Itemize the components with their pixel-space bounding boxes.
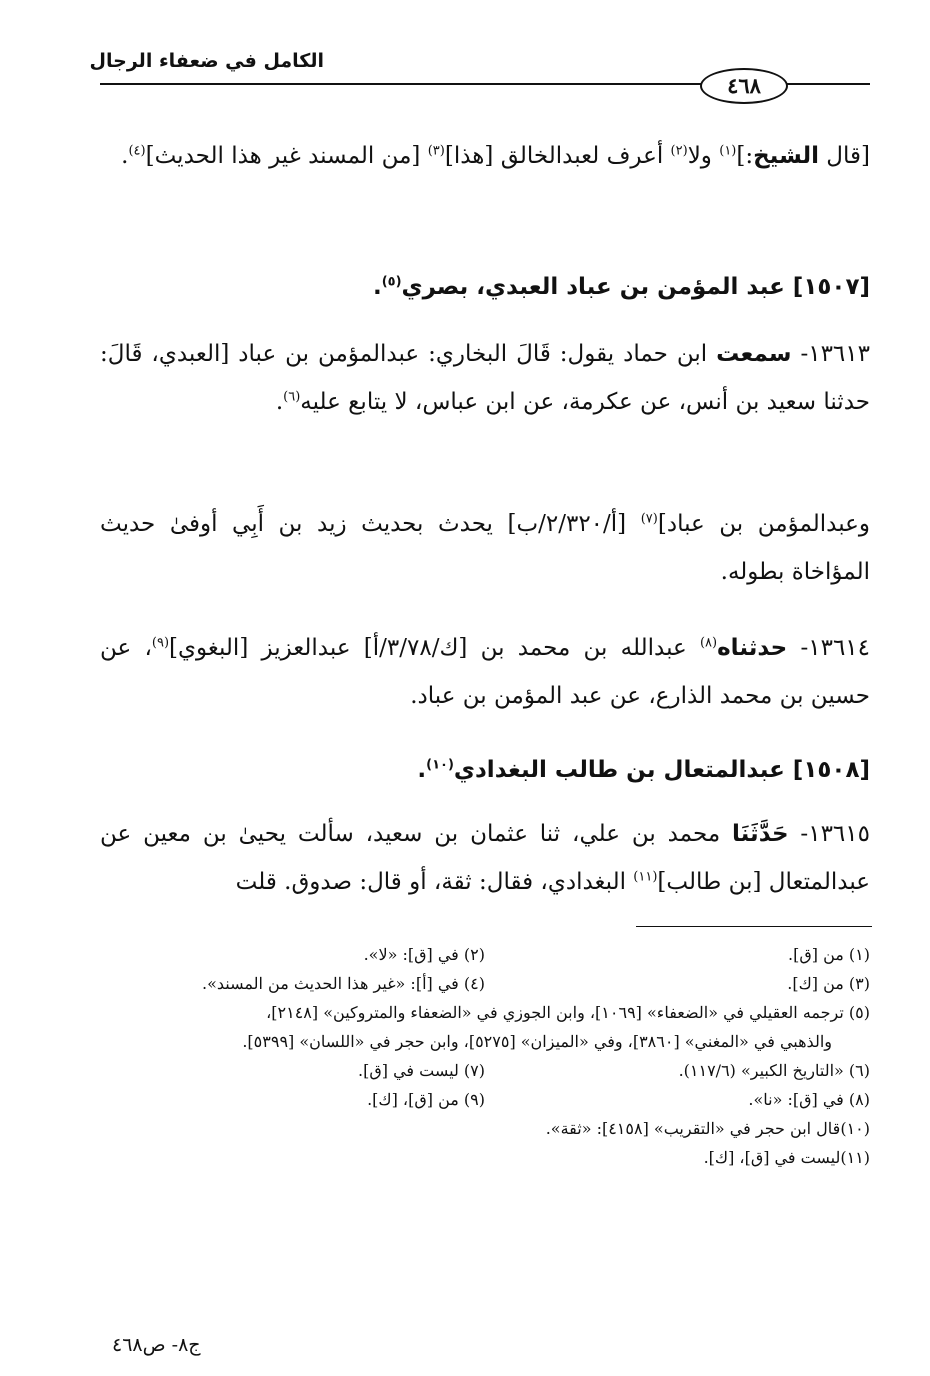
volume-page-reference: ج٨- ص٤٦٨ — [112, 1334, 201, 1356]
page-number: ٤٦٨ — [700, 68, 788, 104]
running-header-title: الكامل في ضعفاء الرجال — [89, 50, 324, 72]
footnote-marker: (٤) — [128, 143, 146, 159]
text-run: . — [417, 757, 427, 783]
footnote-marker: (٣) — [427, 143, 445, 159]
text-run: عبدالله بن محمد بن [ك/٣/٧٨/أ] عبدالعزيز [البغوي] — [169, 635, 700, 661]
footnote-9: (٩) من [ق]، [ك]. — [367, 1090, 485, 1109]
text-run: أعرف لعبدالخالق [هذا] — [444, 143, 671, 169]
text-run: وعبدالمؤمن بن عباد] — [657, 511, 870, 537]
footnote-marker: (١) — [719, 143, 737, 159]
text-run: ١٣٦١٤- — [787, 635, 871, 661]
text-run: . — [275, 389, 284, 415]
paragraph — [100, 132, 870, 180]
text-run: ١٣٦١٣- — [791, 341, 870, 367]
footnote-marker: (٧) — [640, 511, 658, 527]
text-run: ابن حماد يقول: قَالَ البخاري: عبدالمؤمن بن عباد [العبدي، قَالَ: حدثنا سعيد بن أنس، عن عكرمة، عن ابن عباس، لا يتابع عليه — [100, 341, 870, 415]
bold-keyword: حَدَّثَنَا — [732, 821, 789, 847]
text-run: [أ/٢/٣٢٠/ب] يحدث بحديث زيد بن أَبِي أوفىٰ حديث المؤاخاة بطوله. — [100, 511, 870, 585]
entry-heading-1508 — [100, 750, 870, 790]
footnote-marker: (٨) — [699, 635, 718, 651]
footnote-marker: (١٠) — [426, 757, 454, 773]
footnote-1: (١) من [ق]. — [788, 945, 870, 964]
paragraph — [100, 330, 870, 426]
footnote-marker: (٥) — [381, 274, 402, 290]
text-run: ، عن حسين بن محمد الذارع، عن عبد المؤمن بن عباد. — [100, 635, 870, 709]
text-run: البغدادي، فقال: ثقة، أو قال: صدوق. قلت — [235, 869, 634, 895]
bold-keyword: سمعت — [716, 341, 792, 367]
footnote-4: (٤) في [أ]: «غير هذا الحديث من المسند». — [202, 974, 485, 993]
bold-keyword: الشيخ — [753, 143, 819, 169]
text-run: [قال — [819, 143, 870, 169]
footnote-7: (٧) ليست في [ق]. — [358, 1061, 485, 1080]
text-run: [١٥٠٧] عبد المؤمن بن عباد العبدي، بصري — [401, 274, 870, 300]
text-run: ولا — [687, 143, 720, 169]
footnote-rule — [636, 926, 872, 927]
footnote-10: (١٠)قال ابن حجر في «التقريب» [٤١٥٨]: «ثقة». — [545, 1119, 870, 1138]
bold-keyword: حدثناه — [717, 635, 788, 661]
text-run: . — [372, 274, 382, 300]
text-run: [من المسند غير هذا الحديث] — [145, 143, 428, 169]
paragraph — [100, 624, 870, 720]
footnote-8: (٨) في [ق]: «نا». — [748, 1090, 870, 1109]
footnote-marker: (٦) — [283, 389, 301, 405]
footnote-marker: (١١) — [633, 869, 658, 885]
text-run: محمد بن علي، ثنا عثمان بن سعيد، سألت يحيىٰ بن معين عن عبدالمتعال [بن طالب] — [100, 821, 870, 895]
paragraph — [100, 810, 870, 906]
footnote-2: (٢) في [ق]: «لا». — [363, 945, 485, 964]
text-run: . — [121, 143, 129, 169]
footnote-6: (٦) «التاريخ الكبير» (١١٧/٦). — [678, 1061, 870, 1080]
text-run: [١٥٠٨] عبدالمتعال بن طالب البغدادي — [453, 757, 870, 783]
footnote-3: (٣) من [ك]. — [787, 974, 870, 993]
footnote-marker: (٢) — [670, 143, 688, 159]
footnote-11: (١١)ليست في [ق]، [ك]. — [703, 1148, 870, 1167]
entry-heading-1507 — [100, 267, 870, 307]
footnotes — [100, 940, 870, 1172]
text-run: ١٣٦١٥- — [788, 821, 870, 847]
paragraph — [100, 500, 870, 596]
text-run: :] — [736, 143, 754, 169]
footnote-5-continued: والذهبي في «المغني» [٣٨٦٠]، وفي «الميزان» [٥٢٧٥]، وابن حجر في «اللسان» [٥٣٩٩]. — [242, 1032, 832, 1051]
footnote-5: (٥) ترجمه العقيلي في «الضعفاء» [١٠٦٩]، وابن الجوزي في «الضعفاء والمتروكين» [٢١٤٨]، — [266, 1003, 870, 1022]
footnote-marker: (٩) — [151, 635, 170, 651]
